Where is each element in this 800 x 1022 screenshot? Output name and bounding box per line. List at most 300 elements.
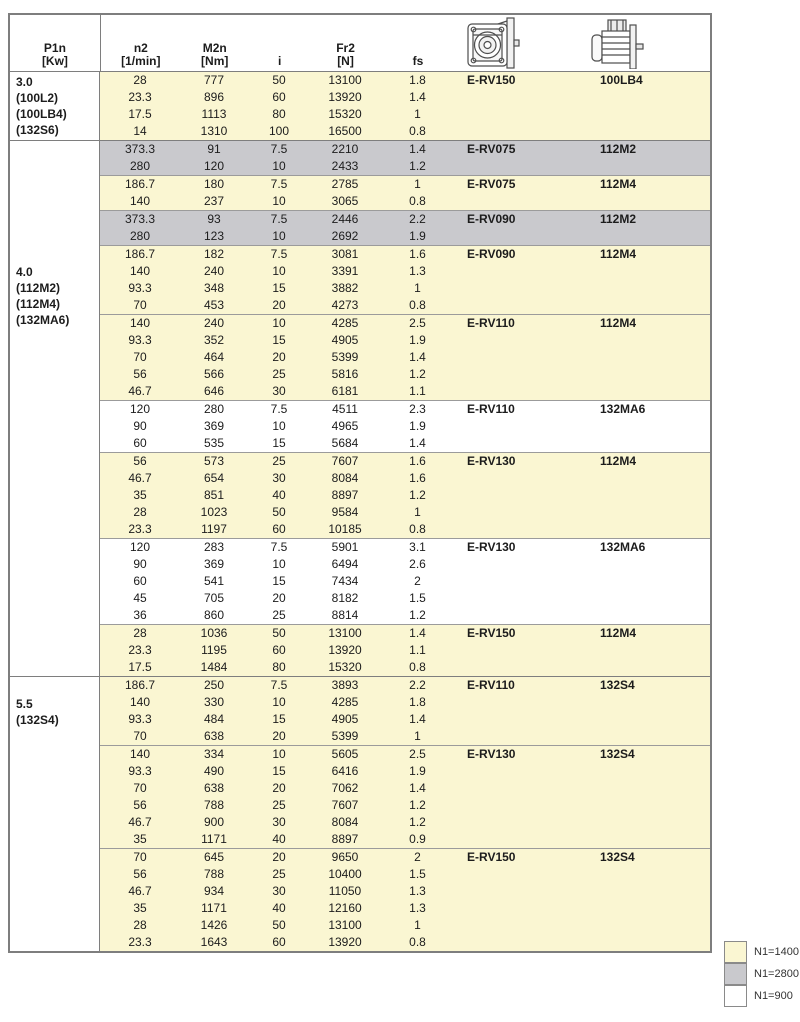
fs-value: 0.8 — [409, 660, 426, 674]
table-header — [10, 15, 710, 72]
ratio-value: 30 — [272, 384, 286, 398]
gearbox-model: E-RV130 — [467, 540, 516, 554]
table-row — [100, 763, 710, 780]
ratio-value: 7.5 — [270, 540, 288, 554]
motor-size — [588, 780, 710, 797]
legend-swatch — [724, 985, 747, 1007]
fs-value: 1.6 — [409, 471, 426, 485]
fr2-value: 4965 — [331, 419, 359, 433]
selection-block — [100, 210, 710, 245]
n2-value: 93.3 — [128, 764, 152, 778]
header-fr2-symbol: Fr2 — [336, 41, 355, 55]
fs-value: 1.4 — [409, 781, 426, 795]
table-row — [100, 246, 710, 263]
motor-size — [588, 349, 710, 366]
ratio-value: 25 — [272, 798, 286, 812]
table-row — [100, 556, 710, 573]
fs-value: 1.9 — [409, 229, 426, 243]
fs-value: 1.3 — [409, 884, 426, 898]
fr2-value: 7062 — [331, 781, 359, 795]
motor-size — [588, 797, 710, 814]
p1n-motor-frame: (100L2) — [16, 91, 59, 105]
fs-value: 1.9 — [409, 419, 426, 433]
n2-value: 186.7 — [124, 678, 156, 692]
fs-value: 1.6 — [409, 454, 426, 468]
fs-value: 1.3 — [409, 901, 426, 915]
n2-value: 46.7 — [128, 884, 152, 898]
gearbox-model: E-RV110 — [467, 678, 515, 692]
m2n-value: 352 — [203, 333, 225, 347]
table-row — [100, 934, 710, 951]
ratio-value: 100 — [268, 124, 290, 138]
fs-value: 2.5 — [409, 747, 426, 761]
selection-block — [100, 245, 710, 314]
fr2-value: 3081 — [331, 247, 359, 261]
gearbox-model — [455, 123, 588, 140]
electric-motor-icon — [590, 17, 654, 69]
m2n-value: 541 — [203, 574, 225, 588]
motor-size — [588, 711, 710, 728]
gearbox-model — [455, 435, 588, 452]
n2-value: 120 — [129, 540, 151, 554]
column-header-n2 — [101, 15, 181, 71]
n2-value: 93.3 — [128, 281, 152, 295]
ratio-value: 10 — [272, 747, 286, 761]
fr2-value: 3893 — [331, 678, 359, 692]
gearbox-model: E-RV130 — [467, 747, 516, 761]
gearbox-model — [455, 780, 588, 797]
m2n-value: 1023 — [200, 505, 228, 519]
fs-value: 1.4 — [409, 142, 426, 156]
n2-value: 56 — [133, 798, 147, 812]
ratio-value: 10 — [272, 264, 286, 278]
fs-value: 1.4 — [409, 350, 426, 364]
p1n-group-label — [10, 677, 100, 951]
selection-block — [100, 848, 710, 951]
fr2-value: 6494 — [331, 557, 359, 571]
ratio-value: 20 — [272, 350, 286, 364]
n2-value: 60 — [133, 436, 147, 450]
fr2-value: 2433 — [331, 159, 359, 173]
table-row — [100, 211, 710, 228]
fr2-value: 11050 — [328, 884, 362, 898]
ratio-value: 7.5 — [270, 678, 288, 692]
n2-value: 93.3 — [128, 333, 152, 347]
table-row — [100, 900, 710, 917]
fs-value: 1.8 — [409, 695, 426, 709]
table-row — [100, 418, 710, 435]
column-header-p1n — [10, 15, 101, 71]
n2-value: 28 — [133, 918, 147, 932]
n2-value: 140 — [129, 316, 151, 330]
motor-size: 112M4 — [600, 316, 637, 330]
fr2-value: 7434 — [331, 574, 359, 588]
column-header-motor — [588, 15, 710, 71]
fs-value: 1.1 — [409, 384, 426, 398]
fs-value: 2 — [414, 850, 421, 864]
n2-value: 28 — [133, 626, 147, 640]
fs-value: 2.2 — [409, 678, 426, 692]
n2-value: 60 — [133, 574, 147, 588]
m2n-value: 1197 — [201, 522, 227, 536]
fs-value: 1.2 — [409, 159, 426, 173]
legend-label: N1=2800 — [754, 968, 799, 980]
fr2-value: 4285 — [331, 316, 359, 330]
ratio-value: 30 — [272, 884, 286, 898]
motor-size — [588, 934, 710, 951]
motor-size — [588, 487, 710, 504]
fs-value: 1.2 — [409, 608, 426, 622]
motor-size — [588, 521, 710, 538]
m2n-value: 240 — [203, 316, 225, 330]
fr2-value: 13920 — [328, 643, 362, 657]
gearbox-model: E-RV090 — [467, 212, 516, 226]
ratio-value: 20 — [272, 729, 286, 743]
gearbox-model — [455, 642, 588, 659]
m2n-value: 1643 — [200, 935, 228, 949]
n2-value: 56 — [133, 867, 147, 881]
fr2-value: 5399 — [331, 729, 359, 743]
fr2-value: 15320 — [328, 660, 362, 674]
fs-value: 1 — [414, 505, 421, 519]
motor-size — [588, 573, 710, 590]
selection-block — [100, 400, 710, 452]
table-row — [100, 642, 710, 659]
m2n-value: 250 — [203, 678, 225, 692]
table-row — [100, 141, 710, 158]
ratio-value: 60 — [272, 522, 286, 536]
gearbox-model — [455, 694, 588, 711]
m2n-value: 705 — [203, 591, 225, 605]
gearbox-model — [455, 349, 588, 366]
gearbox-model — [455, 158, 588, 175]
ratio-value: 10 — [272, 557, 286, 571]
fr2-value: 8084 — [331, 815, 359, 829]
ratio-value: 10 — [272, 316, 286, 330]
table-row — [100, 383, 710, 400]
n2-value: 70 — [133, 350, 147, 364]
selection-block — [100, 452, 710, 538]
fs-value: 2 — [414, 574, 421, 588]
motor-size: 132MA6 — [600, 540, 646, 554]
table-row — [100, 694, 710, 711]
ratio-value: 60 — [272, 90, 286, 104]
ratio-value: 50 — [272, 73, 286, 87]
ratio-value: 7.5 — [270, 142, 288, 156]
n2-value: 280 — [129, 159, 151, 173]
fr2-value: 13100 — [328, 626, 362, 640]
ratio-value: 15 — [272, 712, 286, 726]
m2n-value: 777 — [203, 73, 225, 87]
ratio-value: 10 — [272, 159, 286, 173]
fr2-value: 9650 — [331, 850, 359, 864]
motor-size — [588, 263, 710, 280]
gearbox-model — [455, 831, 588, 848]
fs-value: 0.8 — [409, 935, 426, 949]
gearbox-model — [455, 280, 588, 297]
ratio-value: 15 — [272, 574, 286, 588]
m2n-value: 464 — [203, 350, 225, 364]
ratio-value: 50 — [272, 626, 286, 640]
ratio-value: 10 — [272, 695, 286, 709]
table-row — [100, 917, 710, 934]
ratio-value: 20 — [272, 850, 286, 864]
fr2-value: 2210 — [331, 142, 359, 156]
motor-size — [588, 158, 710, 175]
gearbox-model — [455, 763, 588, 780]
motor-size — [588, 659, 710, 676]
m2n-value: 1171 — [201, 901, 227, 915]
selection-block — [100, 314, 710, 400]
fr2-value: 5901 — [331, 540, 359, 554]
ratio-value: 60 — [272, 935, 286, 949]
gearbox-model — [455, 934, 588, 951]
fs-value: 1.6 — [409, 247, 426, 261]
gearbox-model — [455, 814, 588, 831]
ratio-value: 40 — [272, 901, 286, 915]
n2-value: 35 — [133, 901, 147, 915]
header-p1n-symbol: P1n — [43, 41, 66, 55]
motor-size — [588, 728, 710, 745]
p1n-group — [10, 72, 710, 140]
header-m2n-symbol: M2n — [202, 41, 227, 55]
p1n-group — [10, 140, 710, 676]
gearbox-model: E-RV130 — [467, 454, 516, 468]
m2n-value: 330 — [203, 695, 225, 709]
motor-size — [588, 607, 710, 624]
motor-size: 132S4 — [600, 747, 635, 761]
m2n-value: 573 — [203, 454, 225, 468]
p1n-power-value: 3.0 — [16, 75, 33, 89]
motor-size — [588, 642, 710, 659]
m2n-value: 334 — [203, 747, 225, 761]
ratio-value: 15 — [272, 333, 286, 347]
p1n-motor-frame: (112M2) — [16, 281, 61, 295]
ratio-value: 20 — [272, 298, 286, 312]
fs-value: 1.2 — [409, 488, 426, 502]
motor-size — [588, 280, 710, 297]
m2n-value: 1171 — [201, 832, 227, 846]
fs-value: 0.8 — [409, 124, 426, 138]
fr2-value: 4511 — [332, 402, 358, 416]
header-m2n-unit: [Nm] — [201, 54, 229, 68]
n2-value: 36 — [133, 608, 147, 622]
gearbox-model: E-RV110 — [467, 402, 515, 416]
motor-size: 132S4 — [600, 678, 635, 692]
m2n-value: 638 — [203, 781, 225, 795]
table-row — [100, 366, 710, 383]
table-row — [100, 332, 710, 349]
motor-size — [588, 504, 710, 521]
table-row — [100, 176, 710, 193]
fs-value: 1.2 — [409, 367, 426, 381]
fs-value: 0.9 — [409, 832, 426, 846]
selection-block — [100, 72, 710, 140]
motor-size — [588, 106, 710, 123]
motor-size: 112M4 — [600, 247, 637, 261]
m2n-value: 123 — [203, 229, 225, 243]
motor-size — [588, 814, 710, 831]
ratio-value: 25 — [272, 608, 286, 622]
ratio-value: 7.5 — [270, 177, 288, 191]
motor-size — [588, 763, 710, 780]
header-fr2-unit: [N] — [337, 54, 354, 68]
table-row — [100, 728, 710, 745]
motor-size — [588, 694, 710, 711]
n2-value: 23.3 — [128, 935, 152, 949]
fr2-value: 7607 — [331, 454, 359, 468]
fr2-value: 8897 — [331, 832, 359, 846]
legend-item — [724, 963, 799, 985]
fs-value: 1 — [414, 177, 421, 191]
legend-label: N1=900 — [754, 990, 793, 1002]
fs-value: 1.4 — [409, 712, 426, 726]
m2n-value: 91 — [207, 142, 221, 156]
table-row — [100, 158, 710, 175]
ratio-value: 50 — [272, 505, 286, 519]
n2-value: 280 — [129, 229, 151, 243]
gearbox-model — [455, 866, 588, 883]
legend-swatch — [724, 963, 747, 985]
gearbox-model — [455, 193, 588, 210]
fs-value: 2.2 — [409, 212, 426, 226]
n2-value: 56 — [133, 454, 147, 468]
gearbox-model — [455, 504, 588, 521]
gearbox-model — [455, 332, 588, 349]
gearbox-model — [455, 659, 588, 676]
table-row — [100, 521, 710, 538]
m2n-value: 1426 — [200, 918, 228, 932]
table-row — [100, 539, 710, 556]
n2-value: 90 — [133, 557, 147, 571]
group-blocks — [100, 72, 710, 140]
table-row — [100, 193, 710, 210]
p1n-motor-frame: (100LB4) — [16, 107, 67, 121]
table-row — [100, 797, 710, 814]
n2-value: 35 — [133, 832, 147, 846]
n2-value: 23.3 — [128, 643, 152, 657]
fs-value: 2.3 — [409, 402, 426, 416]
ratio-value: 20 — [272, 591, 286, 605]
p1n-power-value: 5.5 — [16, 697, 33, 711]
motor-size: 112M4 — [600, 177, 637, 191]
gearbox-model — [455, 917, 588, 934]
fs-value: 1.1 — [409, 643, 426, 657]
m2n-value: 484 — [203, 712, 225, 726]
motor-size — [588, 332, 710, 349]
fs-value: 1 — [414, 281, 421, 295]
m2n-value: 900 — [203, 815, 225, 829]
fr2-value: 13920 — [328, 935, 362, 949]
fr2-value: 9584 — [331, 505, 359, 519]
legend-item — [724, 941, 799, 963]
m2n-value: 645 — [203, 850, 225, 864]
gearbox-model: E-RV150 — [467, 850, 516, 864]
gearbox-model — [455, 590, 588, 607]
table-row — [100, 263, 710, 280]
fr2-value: 8814 — [331, 608, 359, 622]
gearbox-model — [455, 728, 588, 745]
fs-value: 1.2 — [409, 815, 426, 829]
fs-value: 1.4 — [409, 90, 426, 104]
motor-size — [588, 866, 710, 883]
m2n-value: 237 — [203, 194, 225, 208]
fr2-value: 3065 — [331, 194, 359, 208]
gearbox-model — [455, 573, 588, 590]
table-row — [100, 573, 710, 590]
m2n-value: 934 — [203, 884, 225, 898]
m2n-value: 280 — [203, 402, 225, 416]
motor-size: 112M4 — [600, 626, 637, 640]
m2n-value: 860 — [203, 608, 225, 622]
fs-value: 1 — [414, 107, 421, 121]
fs-value: 1.5 — [409, 591, 426, 605]
n2-value: 35 — [133, 488, 147, 502]
m2n-value: 453 — [203, 298, 225, 312]
p1n-motor-frame: (132S6) — [16, 123, 59, 137]
gearbox-model — [455, 297, 588, 314]
table-row — [100, 297, 710, 314]
worm-gearbox-icon — [465, 17, 527, 69]
fr2-value: 5605 — [331, 747, 359, 761]
n2-value: 28 — [133, 505, 147, 519]
gearbox-model — [455, 263, 588, 280]
ratio-value: 25 — [272, 454, 286, 468]
fr2-value: 15320 — [328, 107, 362, 121]
table-row — [100, 228, 710, 245]
n2-value: 14 — [133, 124, 147, 138]
group-blocks — [100, 141, 710, 676]
legend-item — [724, 985, 799, 1007]
m2n-value: 535 — [203, 436, 225, 450]
fr2-value: 4273 — [331, 298, 359, 312]
fr2-value: 4905 — [331, 712, 359, 726]
n2-value: 186.7 — [124, 247, 156, 261]
column-header-ratio — [249, 15, 311, 71]
gearbox-model — [455, 607, 588, 624]
m2n-value: 283 — [203, 540, 225, 554]
n2-value: 46.7 — [128, 384, 152, 398]
motor-size — [588, 418, 710, 435]
fr2-value: 3391 — [331, 264, 359, 278]
table-row — [100, 814, 710, 831]
m2n-value: 180 — [203, 177, 225, 191]
fr2-value: 2446 — [331, 212, 359, 226]
motor-size — [588, 883, 710, 900]
m2n-value: 654 — [203, 471, 225, 485]
m2n-value: 93 — [207, 212, 221, 226]
n2-value: 90 — [133, 419, 147, 433]
n2-value: 46.7 — [128, 815, 152, 829]
table-row — [100, 401, 710, 418]
p1n-group-label — [10, 72, 100, 140]
motor-size — [588, 470, 710, 487]
ratio-value: 10 — [272, 419, 286, 433]
n2-value: 140 — [129, 747, 151, 761]
motor-size — [588, 366, 710, 383]
fr2-value: 3882 — [331, 281, 359, 295]
fr2-value: 4905 — [331, 333, 359, 347]
m2n-value: 1484 — [200, 660, 228, 674]
ratio-value: 30 — [272, 815, 286, 829]
m2n-value: 638 — [203, 729, 225, 743]
fs-value: 0.8 — [409, 298, 426, 312]
m2n-value: 182 — [203, 247, 225, 261]
motor-size — [588, 900, 710, 917]
fr2-value: 13920 — [328, 90, 362, 104]
gearbox-model — [455, 366, 588, 383]
fr2-value: 7607 — [331, 798, 359, 812]
